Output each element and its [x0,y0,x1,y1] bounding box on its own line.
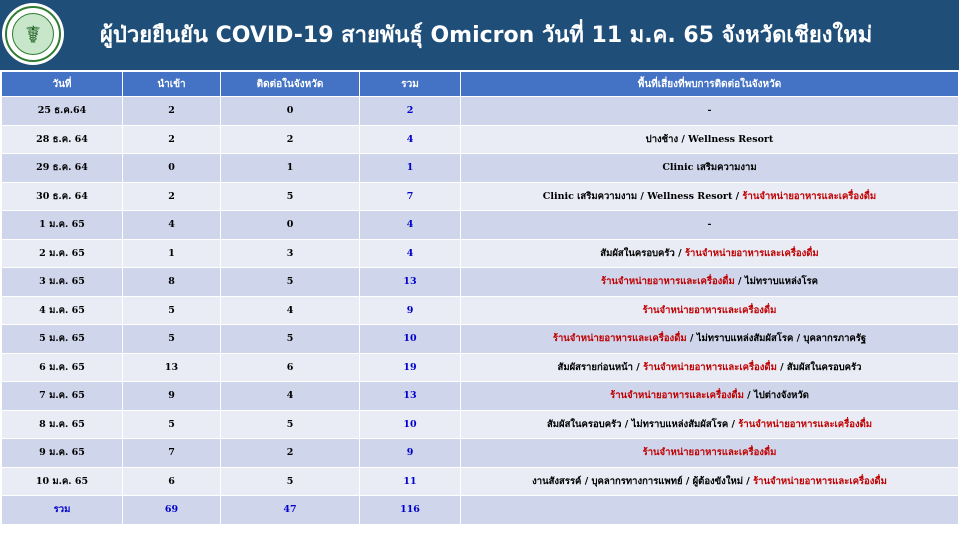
cell-date: 25 ธ.ค.64 [2,97,123,126]
cell-local: 5 [221,467,360,496]
table-body [2,97,959,525]
table-row [2,239,959,268]
cell-risk-areas [461,154,959,183]
table-row [2,410,959,439]
table-row [2,97,959,126]
cell-imported: 9 [123,382,221,411]
cell-risk-areas [461,382,959,411]
table-row [2,382,959,411]
cell-imported: 0 [123,154,221,183]
cell-date: 29 ธ.ค. 64 [2,154,123,183]
cell-imported: 1 [123,239,221,268]
cell-imported: 13 [123,353,221,382]
cell-risk-areas [461,296,959,325]
cell-date: 7 ม.ค. 65 [2,382,123,411]
cell-imported: 2 [123,97,221,126]
highlighted-area-text: ร้านจำหน่ายอาหารและเครื่องดื่ม [600,276,735,288]
cell-risk-areas [461,353,959,382]
cell-total: 1 [360,154,461,183]
cell-total: 11 [360,467,461,496]
area-text: สัมผัสในครอบครัว / ไม่ทราบแหล่งสัมผัสโรค / [546,418,739,430]
highlighted-area-text: ร้านจำหน่ายอาหารและเครื่องดื่ม [738,418,873,430]
cell-date: 2 ม.ค. 65 [2,239,123,268]
table-row [2,154,959,183]
cell-local: 5 [221,182,360,211]
table-row [2,325,959,354]
cell-date: 3 ม.ค. 65 [2,268,123,297]
cell-date: 10 ม.ค. 65 [2,467,123,496]
cell-imported: 5 [123,325,221,354]
highlighted-area-text: ร้านจำหน่ายอาหารและเครื่องดื่ม [552,333,687,345]
cell-local: 5 [221,325,360,354]
area-text: / ไม่ทราบแหล่งสัมผัสโรค / บุคลากรภาครัฐ [686,333,867,345]
area-text: Clinic เสริมความงาม / Wellness Resort / [542,190,743,202]
cell-total: 9 [360,439,461,468]
cell-imported: 5 [123,296,221,325]
cell-local: 6 [221,353,360,382]
highlighted-area-text: ร้านจำหน่ายอาหารและเครื่องดื่ม [610,390,744,402]
summary-imported: 69 [123,496,221,525]
area-text: สัมผัสในครอบครัว / [600,247,685,259]
area-text: / ไปต่างจังหวัด [743,390,809,402]
area-text: / ไม่ทราบแหล่งโรค [734,276,819,288]
cell-total: 13 [360,268,461,297]
cell-risk-areas [461,325,959,354]
cell-imported: 5 [123,410,221,439]
column-header-imported: นำเข้า [123,72,221,97]
ministry-seal-icon [2,3,64,65]
area-text: สัมผัสรายก่อนหน้า / [557,361,644,373]
cell-date: 9 ม.ค. 65 [2,439,123,468]
cell-imported: 6 [123,467,221,496]
summary-areas [461,496,959,525]
summary-total: 116 [360,496,461,525]
area-text: - [707,219,712,231]
cell-local: 2 [221,439,360,468]
cell-date: 28 ธ.ค. 64 [2,125,123,154]
area-text: - [707,105,712,117]
area-text: งานสังสรรค์ / บุคลากรทางการแพทย์ / ผู้ต้องขังใหม่ / [532,475,754,487]
cell-imported: 4 [123,211,221,240]
cell-local: 4 [221,296,360,325]
cell-local: 2 [221,125,360,154]
page-title: ผู้ป่วยยืนยัน COVID-19 สายพันธุ์ Omicron วันที่ 11 ม.ค. 65 จังหวัดเชียงใหม่ [100,23,873,48]
cell-risk-areas [461,182,959,211]
summary-label: รวม [2,496,123,525]
column-header-local: ติดต่อในจังหวัด [221,72,360,97]
cell-risk-areas [461,211,959,240]
cell-local: 4 [221,382,360,411]
cell-date: 8 ม.ค. 65 [2,410,123,439]
cell-risk-areas [461,268,959,297]
table-row [2,268,959,297]
cell-total: 7 [360,182,461,211]
cell-total: 19 [360,353,461,382]
table-row [2,439,959,468]
cell-total: 10 [360,325,461,354]
highlighted-area-text: ร้านจำหน่ายอาหารและเครื่องดื่ม [753,475,887,487]
highlighted-area-text: ร้านจำหน่ายอาหารและเครื่องดื่ม [642,304,777,316]
cell-total: 4 [360,211,461,240]
cell-local: 0 [221,211,360,240]
highlighted-area-text: ร้านจำหน่ายอาหารและเครื่องดื่ม [642,447,777,459]
cell-date: 5 ม.ค. 65 [2,325,123,354]
cases-table [1,71,959,525]
caduceus-icon: ☤ [12,13,54,55]
cell-risk-areas [461,467,959,496]
highlighted-area-text: ร้านจำหน่ายอาหารและเครื่องดื่ม [684,247,819,259]
cell-local: 1 [221,154,360,183]
cell-local: 5 [221,268,360,297]
table-row [2,353,959,382]
table-row [2,296,959,325]
table-row [2,125,959,154]
highlighted-area-text: ร้านจำหน่ายอาหารและเครื่องดื่ม [643,361,777,373]
cell-imported: 7 [123,439,221,468]
table-row [2,182,959,211]
column-header-total: รวม [360,72,461,97]
summary-row [2,496,959,525]
cell-date: 6 ม.ค. 65 [2,353,123,382]
cell-total: 2 [360,97,461,126]
cell-local: 5 [221,410,360,439]
title-banner [0,0,959,70]
column-header-date: วันที่ [2,72,123,97]
cell-imported: 2 [123,182,221,211]
cell-date: 1 ม.ค. 65 [2,211,123,240]
cell-total: 4 [360,239,461,268]
cell-total: 4 [360,125,461,154]
table-row [2,467,959,496]
area-text: Clinic เสริมความงาม [662,162,757,174]
area-text: / สัมผัสในครอบครัว [776,361,862,373]
highlighted-area-text: ร้านจำหน่ายอาหารและเครื่องดื่ม [742,190,877,202]
cell-risk-areas [461,410,959,439]
table-row [2,211,959,240]
cell-local: 3 [221,239,360,268]
cell-total: 10 [360,410,461,439]
cell-total: 13 [360,382,461,411]
cell-total: 9 [360,296,461,325]
column-header-risk-areas: พื้นที่เสี่ยงที่พบการติดต่อในจังหวัด [461,72,959,97]
area-text: ปางช้าง / Wellness Resort [645,133,774,145]
cell-risk-areas [461,439,959,468]
cell-risk-areas [461,125,959,154]
cell-risk-areas [461,239,959,268]
cell-imported: 8 [123,268,221,297]
cell-date: 4 ม.ค. 65 [2,296,123,325]
table-header-row [2,72,959,97]
cell-local: 0 [221,97,360,126]
cell-risk-areas [461,97,959,126]
summary-local: 47 [221,496,360,525]
cell-imported: 2 [123,125,221,154]
cell-date: 30 ธ.ค. 64 [2,182,123,211]
